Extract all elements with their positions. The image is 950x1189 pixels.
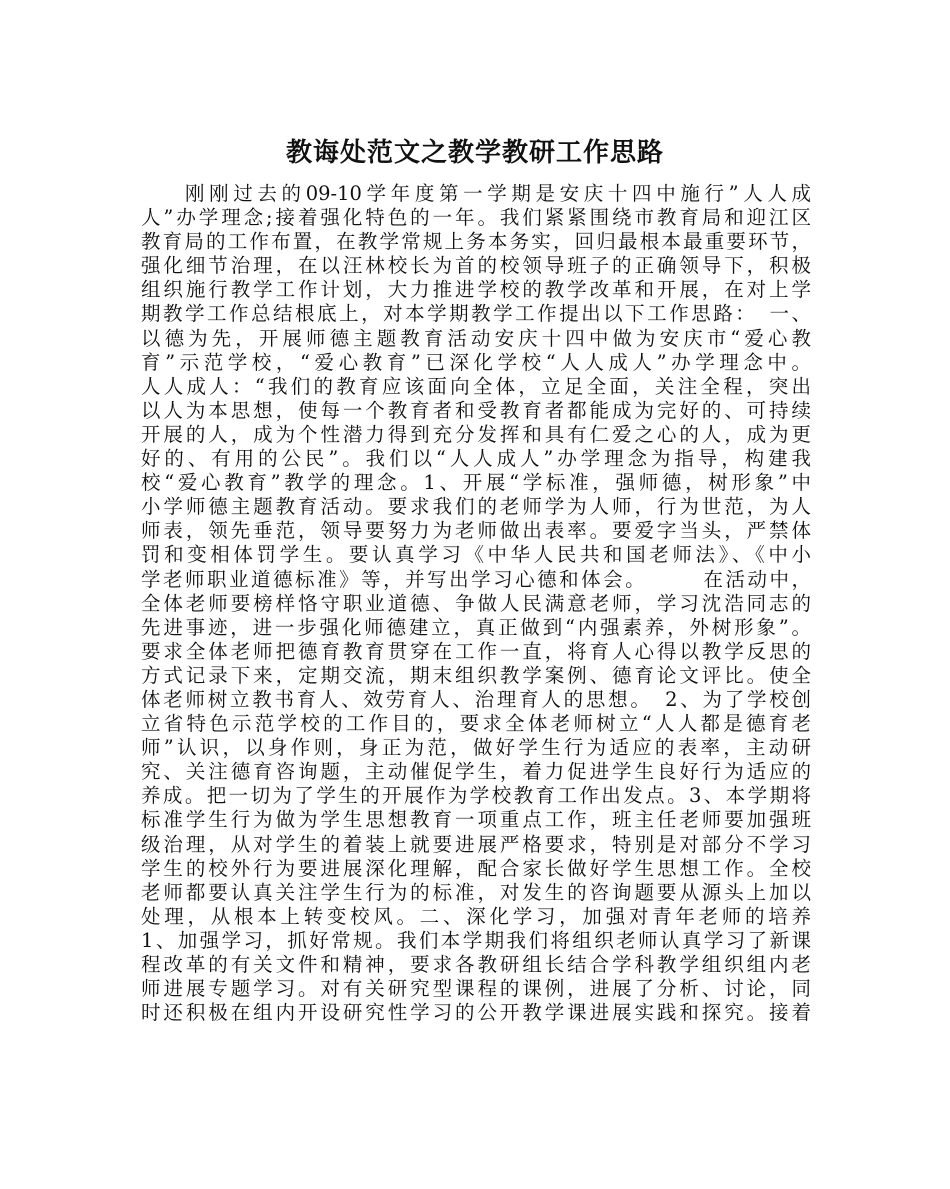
- body-line: 师”认识，以身作则，身正为范，做好学生行为适应的表率，主动研: [141, 736, 811, 760]
- body-line: 标准学生行为做为学生思想教育一项重点工作，班主任老师要加强班: [141, 808, 811, 832]
- body-line: 师表，领先垂范，领导要努力为老师做出表率。要爱字当头，严禁体: [141, 519, 811, 543]
- body-line: 育”示范学校，“爱心教育”已深化学校“人人成人”办学理念中。: [141, 350, 811, 374]
- body-line: 处理，从根本上转变校风。二、深化学习，加强对青年老师的培养: [141, 904, 811, 928]
- body-line: 养成。把一切为了学生的开展作为学校教育工作出发点。3、本学期将: [141, 784, 811, 808]
- body-line: 组织施行教学工作计划，大力推进学校的教学改革和开展，在对上学: [141, 278, 811, 302]
- body-line: 以德为先，开展师德主题教育活动安庆十四中做为安庆市“爱心教: [141, 326, 811, 350]
- body-line: 教育局的工作布置，在教学常规上务本务实，回归最根本最重要环节，: [141, 230, 811, 254]
- document-title: 教诲处范文之教学教研工作思路: [285, 138, 664, 168]
- body-line: 程改革的有关文件和精神，要求各教研组长结合学科教学组织组内老: [141, 953, 811, 976]
- body-line: 师进展专题学习。对有关研究型课程的课例，进展了分析、讨论，同: [141, 977, 811, 1001]
- body-line: 好的、有用的公民”。我们以“人人成人”办学理念为指导，构建我: [141, 447, 811, 471]
- body-line: 要求全体老师把德育教育贯穿在工作一直，将育人心得以教学反思的: [141, 639, 811, 663]
- body-line: 体老师树立教书育人、效劳育人、治理育人的思想。 2、为了学校创: [141, 687, 811, 711]
- body-line: 究、关注德育咨询题，主动催促学生，着力促进学生良好行为适应的: [141, 760, 811, 784]
- body-line: 校“爱心教育”教学的理念。1、开展“学标准，强师德，树形象”中: [141, 471, 811, 495]
- document-body: [141, 182, 811, 1025]
- body-line: 以人为本思想，使每一个教育者和受教育者都能成为完好的、可持续: [141, 398, 811, 422]
- body-line: 人人成人：“我们的教育应该面向全体，立足全面，关注全程，突出: [141, 374, 811, 398]
- body-line: 人”办学理念;接着强化特色的一年。我们紧紧围绕市教育局和迎江区: [141, 206, 811, 230]
- body-line: 立省特色示范学校的工作目的，要求全体老师树立“人人都是德育老: [141, 712, 811, 736]
- body-line: 全体老师要榜样恪守职业道德、争做人民满意老师，学习沈浩同志的: [141, 591, 811, 615]
- body-line: 罚和变相体罚学生。要认真学习《中华人民共和国老师法》、《中小: [141, 543, 811, 567]
- body-line: 先进事迹，进一步强化师德建立，真正做到“内强素养，外树形象”。: [141, 615, 811, 639]
- body-line: 方式记录下来，定期交流，期末组织教学案例、德育论文评比。使全: [141, 663, 811, 687]
- body-line: 强化细节治理，在以汪林校长为首的校领导班子的正确领导下，积极: [141, 254, 811, 278]
- body-line: 1、加强学习，抓好常规。我们本学期我们将组织老师认真学习了新课: [141, 928, 811, 952]
- body-line: 时还积极在组内开设研究性学习的公开教学课进展实践和探究。接着: [141, 1001, 811, 1025]
- body-line: 期教学工作总结根底上，对本学期教学工作提出以下工作思路： 一、: [141, 302, 811, 326]
- body-line: 开展的人，成为个性潜力得到充分发挥和具有仁爱之心的人，成为更: [141, 422, 811, 446]
- body-line: 小学师德主题教育活动。要求我们的老师学为人师，行为世范，为人: [141, 495, 811, 519]
- body-line: 学生的校外行为要进展深化理解，配合家长做好学生思想工作。全校: [141, 856, 811, 880]
- body-line: 刚刚过去的09-10学年度第一学期是安庆十四中施行”人人成: [185, 182, 811, 205]
- body-line: 学老师职业道德标准》等，并写出学习心德和体会。 在活动中，: [141, 567, 811, 591]
- body-line: 老师都要认真关注学生行为的标准，对发生的咨询题要从源头上加以: [141, 880, 811, 904]
- body-line: 级治理，从对学生的着装上就要进展严格要求，特别是对部分不学习: [141, 832, 811, 856]
